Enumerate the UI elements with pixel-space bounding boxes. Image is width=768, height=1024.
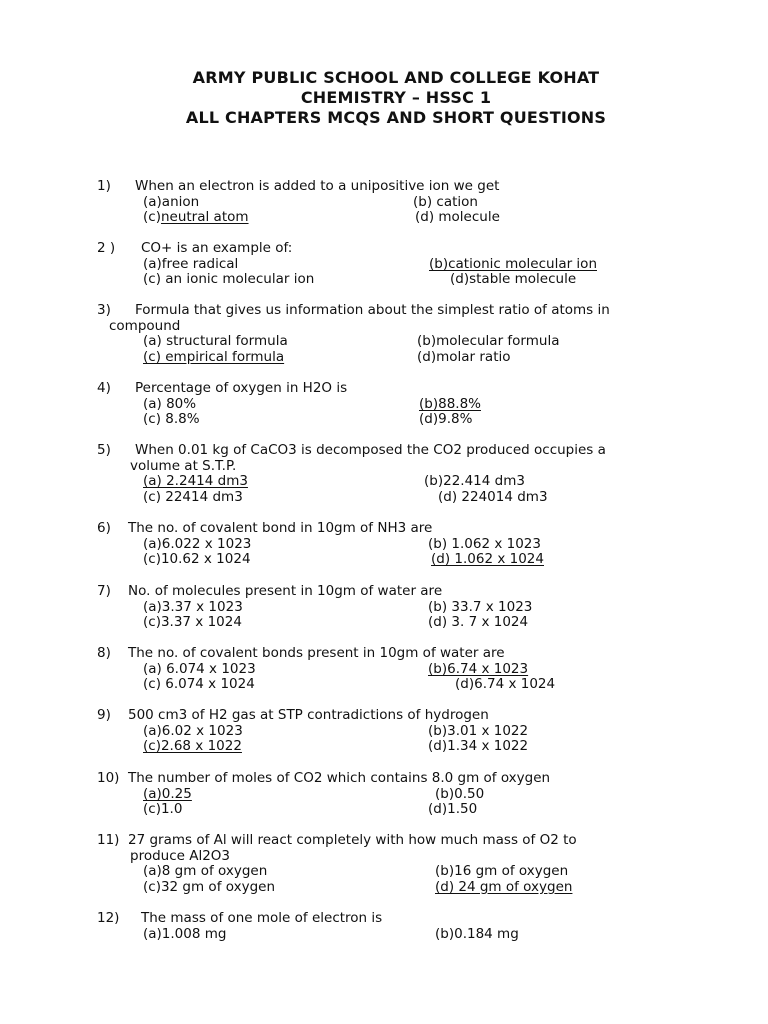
question-text: Formula that gives us information about the simplest ratio of atoms in	[135, 302, 610, 318]
question-2	[97, 241, 697, 288]
option-c-correct: (c) empirical formula	[143, 348, 285, 365]
option-d: (d)stable molecule	[450, 271, 577, 288]
option-c: (c) an ionic molecular ion	[143, 271, 315, 288]
question-text: CO+ is an example of:	[141, 240, 293, 256]
option-c: (c)1.0	[143, 801, 183, 818]
option-b: (b)22.414 dm3	[424, 473, 525, 490]
question-11	[97, 833, 697, 895]
question-text-continued: compound	[109, 317, 181, 334]
question-number: 8)	[97, 645, 111, 661]
option-c: (c)32 gm of oxygen	[143, 878, 275, 895]
option-d: (d)9.8%	[419, 411, 473, 428]
option-a: (a)6.022 x 1023	[143, 535, 252, 552]
option-a-correct: (a)0.25	[143, 785, 192, 802]
option-d: (d) 3. 7 x 1024	[428, 614, 529, 631]
option-a: (a)free radical	[143, 255, 239, 272]
question-12	[97, 911, 697, 942]
option-d-correct: (d) 24 gm of oxygen	[435, 878, 573, 895]
question-number: 10)	[97, 770, 120, 786]
document-header	[0, 68, 768, 128]
option-a: (a) 6.074 x 1023	[143, 660, 256, 677]
question-number: 12)	[97, 910, 120, 926]
question-number: 3)	[97, 302, 111, 318]
question-3	[97, 303, 697, 365]
option-a: (a) 80%	[143, 395, 197, 412]
option-b-correct: (b)88.8%	[419, 395, 481, 412]
option-a: (a)6.02 x 1023	[143, 722, 243, 739]
paper-title: ALL CHAPTERS MCQS AND SHORT QUESTIONS	[185, 108, 607, 127]
option-a: (a)3.37 x 1023	[143, 598, 243, 615]
option-c: (c)10.62 x 1024	[143, 551, 251, 568]
question-text: When 0.01 kg of CaCO3 is decomposed the CO2 produced occupies a	[135, 442, 606, 458]
option-b: (b)0.184 mg	[435, 925, 519, 942]
school-title: ARMY PUBLIC SCHOOL AND COLLEGE KOHAT	[192, 68, 600, 87]
option-a: (a)8 gm of oxygen	[143, 863, 268, 880]
question-text-continued: produce Al2O3	[130, 847, 231, 864]
option-d: (d)1.34 x 1022	[428, 738, 529, 755]
question-number: 5)	[97, 442, 111, 458]
option-d-correct: (d) 1.062 x 1024	[431, 551, 544, 568]
question-text: 500 cm3 of H2 gas at STP contradictions of hydrogen	[128, 707, 489, 723]
question-number: 1)	[97, 178, 111, 194]
question-text: Percentage of oxygen in H2O is	[135, 380, 348, 396]
option-c: (c) 8.8%	[143, 411, 200, 428]
option-a: (a) structural formula	[143, 333, 288, 350]
question-number: 6)	[97, 520, 111, 536]
option-a-correct: (a) 2.2414 dm3	[143, 473, 248, 490]
question-5	[97, 443, 697, 505]
question-9	[97, 708, 697, 755]
question-10	[97, 771, 697, 818]
option-c: (c) 6.074 x 1024	[143, 676, 255, 693]
option-d: (d)molar ratio	[417, 348, 511, 365]
question-text: 27 grams of Al will react completely with how much mass of O2 to	[128, 832, 577, 848]
option-b: (b)16 gm of oxygen	[435, 863, 569, 880]
question-text: The mass of one mole of electron is	[141, 910, 383, 926]
question-text: When an electron is added to a unipositive ion we get	[135, 178, 500, 194]
option-b: (b) 1.062 x 1023	[428, 535, 541, 552]
option-b-correct: (b)cationic molecular ion	[429, 255, 597, 272]
question-4	[97, 381, 697, 428]
option-d: (d)6.74 x 1024	[455, 676, 556, 693]
question-text: The number of moles of CO2 which contains 8.0 gm of oxygen	[128, 770, 551, 786]
option-a: (a)1.008 mg	[143, 925, 227, 942]
question-7	[97, 584, 697, 631]
question-text: The no. of covalent bond in 10gm of NH3 are	[128, 520, 433, 536]
question-number: 4)	[97, 380, 111, 396]
option-b: (b) cation	[413, 193, 478, 210]
option-b: (b) 33.7 x 1023	[428, 598, 533, 615]
option-b: (b)3.01 x 1022	[428, 722, 529, 739]
question-number: 9)	[97, 707, 111, 723]
question-text-continued: volume at S.T.P.	[130, 457, 237, 474]
question-1	[97, 179, 697, 226]
option-c: (c)3.37 x 1024	[143, 614, 242, 631]
option-b: (b)molecular formula	[417, 333, 560, 350]
question-number: 11)	[97, 832, 120, 848]
option-d: (d)1.50	[428, 801, 478, 818]
option-d: (d) molecule	[415, 209, 500, 226]
question-number: 7)	[97, 583, 111, 599]
question-6	[97, 521, 697, 568]
question-8	[97, 646, 697, 693]
subject-title: CHEMISTRY – HSSC 1	[300, 88, 492, 107]
option-c-correct: (c)2.68 x 1022	[143, 738, 242, 755]
question-text: No. of molecules present in 10gm of water are	[128, 583, 443, 599]
option-d: (d) 224014 dm3	[438, 488, 548, 505]
question-number: 2 )	[97, 240, 116, 256]
option-b-correct: (b)6.74 x 1023	[428, 660, 529, 677]
option-a: (a)anion	[143, 193, 200, 210]
option-c: (c)neutral atom	[143, 209, 249, 226]
question-text: The no. of covalent bonds present in 10gm of water are	[128, 645, 505, 661]
option-b: (b)0.50	[435, 785, 485, 802]
option-c: (c) 22414 dm3	[143, 488, 243, 505]
